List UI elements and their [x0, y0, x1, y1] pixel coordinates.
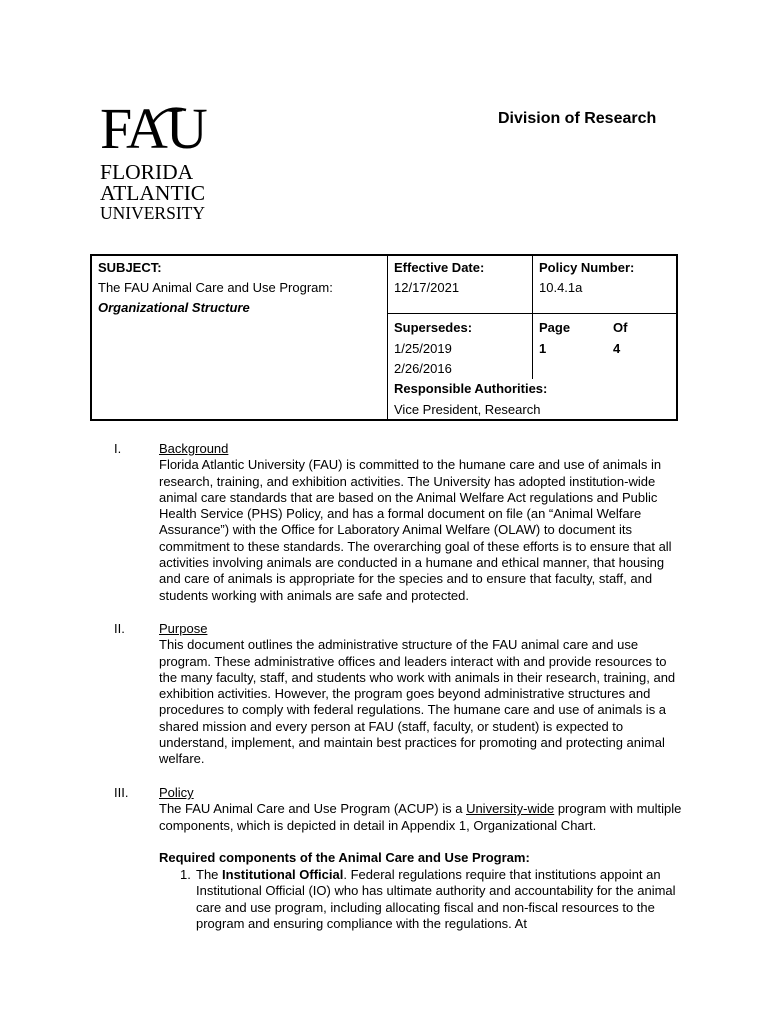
table-divider	[387, 256, 388, 419]
text-segment: The FAU Animal Care and Use Program (ACUP) is a	[159, 801, 467, 817]
policy-info-table	[90, 254, 678, 421]
section-numeral: II.	[114, 621, 125, 636]
responsible-label: Responsible Authorities:	[394, 381, 548, 396]
effective-date-label: Effective Date:	[394, 260, 485, 275]
subject-label: SUBJECT:	[98, 260, 162, 275]
division-title: Division of Research	[498, 110, 657, 127]
page-total: 4	[613, 341, 621, 356]
fau-logo	[100, 96, 230, 225]
logo-mark: FAU	[100, 96, 206, 161]
policy-number-label: Policy Number:	[539, 260, 635, 275]
subject-title: Organizational Structure	[98, 300, 250, 315]
section-heading: Purpose	[159, 621, 208, 636]
section-text: Florida Atlantic University (FAU) is committed to the humane care and use of animals in research, training, and exhibition activities. The University has adopted institution-wide animal care standards that are based on the Animal Welfare Act regulations and Public Health Service (PHS) Policy, and has a formal document on file (an “Animal Welfare Assurance”) with the Office for Laboratory Animal Welfare (OLAW) to document its commitment to these standards. The overarching goal of these efforts is to ensure that all activities involving animals are conducted in a humane and ethical manner, that housing and care of animals is appropriate for the species and to ensure that faculty, staff, and students working with animals are safe and protected.	[159, 457, 672, 603]
effective-date-value: 12/17/2021	[394, 280, 460, 295]
logo-line-florida: FLORIDA	[100, 160, 194, 184]
section-heading: Background	[159, 441, 229, 456]
text-segment: . Federal regulations require that institutions appoint an Institutional Official (IO) who has ultimate authority and accountability for the animal care and use program, including allocating fiscal and non-fiscal resources to the program and ensuring compliance with the regulations. At	[196, 867, 676, 931]
page-label: Page	[539, 320, 571, 335]
section-heading: Policy	[159, 785, 194, 800]
section-numeral: III.	[114, 785, 129, 800]
table-divider	[532, 314, 533, 379]
section-numeral: I.	[114, 441, 122, 456]
supersedes-date-1: 1/25/2019	[394, 341, 452, 356]
text-segment: program with multiple components, which is depicted in detail in Appendix 1, Organizational Chart.	[159, 801, 682, 833]
logo-wave-icon	[150, 102, 190, 132]
required-components-heading: Required components of the Animal Care and Use Program:	[159, 850, 530, 865]
subject-line: The FAU Animal Care and Use Program:	[98, 280, 333, 295]
list-item-number: 1.	[180, 867, 191, 882]
responsible-value: Vice President, Research	[394, 402, 541, 417]
logo-line-university: UNIVERSITY	[100, 203, 205, 223]
table-divider	[532, 256, 533, 317]
text-segment: The	[196, 867, 223, 882]
of-label: Of	[613, 320, 628, 335]
supersedes-label: Supersedes:	[394, 320, 473, 335]
supersedes-date-2: 2/26/2016	[394, 361, 452, 376]
logo-line-atlantic: ATLANTIC	[100, 181, 206, 205]
institutional-official-term: Institutional Official	[222, 867, 344, 882]
university-wide-text: University-wide	[466, 801, 555, 817]
section-text	[159, 801, 684, 834]
policy-number-value: 10.4.1a	[539, 280, 583, 295]
list-item-text	[196, 867, 684, 932]
page-number: 1	[539, 341, 547, 356]
section-text: This document outlines the administrative structure of the FAU animal care and use program. These administrative offices and leaders interact with and provide resources to the many faculty, staff, and students who work with animals in their research, training, and exhibition activities. However, the program goes beyond administrative structures and procedures to comply with federal regulations. The humane care and use of animals is a shared mission and every person at FAU (staff, faculty, or student) is expected to understand, implement, and maintain best practices for promoting and protecting animal welfare.	[159, 637, 676, 767]
table-divider	[387, 313, 676, 314]
